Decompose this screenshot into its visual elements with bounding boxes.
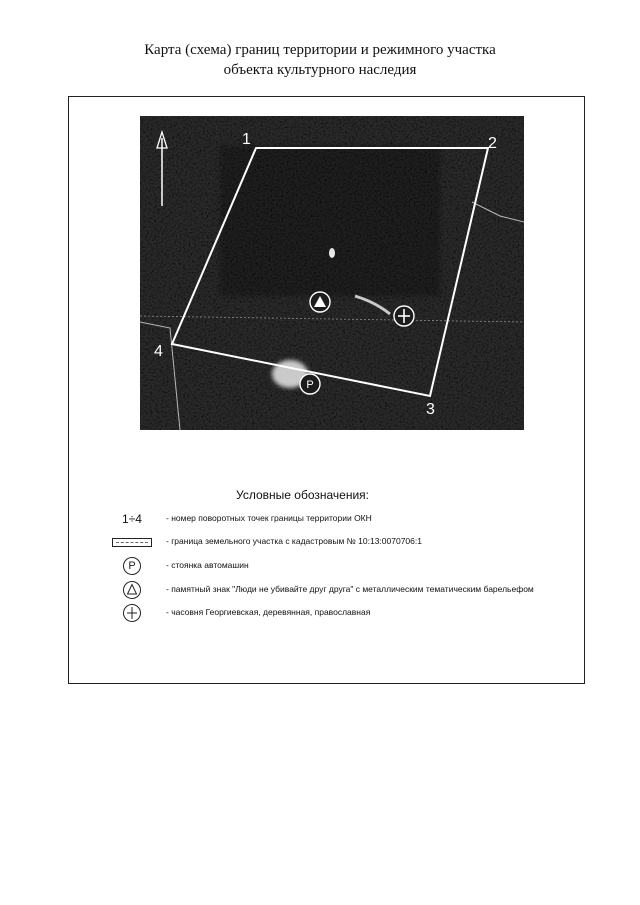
- legend-item-chapel: [110, 604, 570, 622]
- map-title: [0, 40, 640, 80]
- legend-text-cadastral-boundary: - граница земельного участка с кадастровым № 10:13:0070706:1: [166, 536, 422, 546]
- legend-item-point-numbers: [110, 510, 570, 528]
- legend-chapel-icon: [122, 603, 142, 623]
- legend-monument-icon: [122, 580, 142, 600]
- legend-item-parking: [110, 557, 570, 575]
- legend-text-parking: - стоянка автомашин: [166, 560, 249, 570]
- chapel-map-icon: [394, 306, 414, 326]
- legend-item-cadastral-boundary: [110, 533, 570, 551]
- legend-item-monument: [110, 581, 570, 599]
- point-label-3: 3: [426, 401, 435, 418]
- map-dark-patch: [220, 146, 440, 296]
- svg-text:P: P: [306, 379, 314, 391]
- aerial-map: [140, 116, 524, 430]
- monument-map-icon: [310, 292, 330, 312]
- map-clearing-small: [329, 248, 335, 258]
- map-title-line-1: Карта (схема) границ территории и режимного участка: [144, 42, 496, 58]
- point-label-1: 1: [242, 131, 251, 148]
- legend-parking-icon: P: [123, 557, 141, 575]
- legend-title: Условные обозначения:: [236, 488, 369, 502]
- legend-text-monument: - памятный знак "Люди не убивайте друг друга" с металлическим тематическим барельефом: [166, 584, 534, 594]
- parking-map-icon: [300, 374, 320, 394]
- point-label-4: 4: [154, 343, 163, 360]
- legend-text-point-numbers: - номер поворотных точек границы территории ОКН: [166, 513, 372, 523]
- legend-symbol-point-range: 1÷4: [122, 512, 142, 526]
- map-title-line-2: объекта культурного наследия: [223, 62, 417, 78]
- point-label-2: 2: [488, 135, 497, 152]
- legend-text-chapel: - часовня Георгиевская, деревянная, православная: [166, 607, 371, 617]
- legend-boundary-line-icon: [112, 538, 152, 547]
